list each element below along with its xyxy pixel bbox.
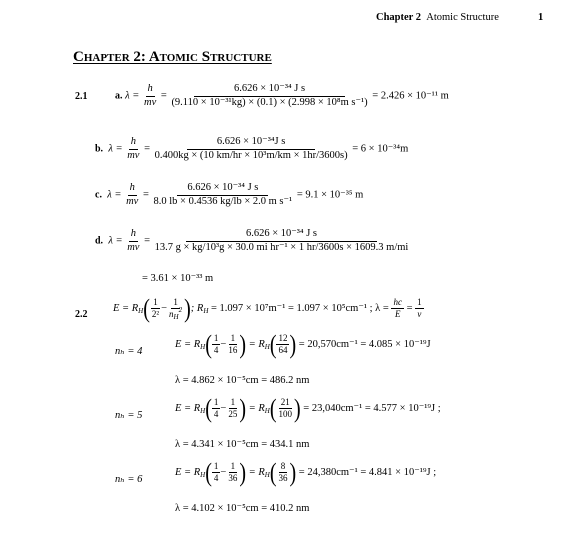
header-chapter: Chapter 2 xyxy=(376,12,422,23)
value-fraction: $\frac{\text{6.626 × 10⁻³⁴ J s}}{\text{(9.110 × 10⁻³¹kg) × (0.1) × (2.998 × 10⁸m s⁻¹)}}$ xyxy=(171,83,368,108)
case-nh-4-wavelength: λ = 4.862 × 10⁻⁵cm = 486.2 nm xyxy=(175,375,310,386)
page-number: 1 xyxy=(538,12,544,23)
energy-value: = 23,040cm⁻¹ = 4.577 × 10⁻¹⁹J ; xyxy=(303,402,441,414)
running-header xyxy=(376,13,499,24)
part-label: c. xyxy=(95,189,102,201)
chapter-title: Chapter 2: Atomic Structure xyxy=(73,49,272,65)
problem-number-2-1: 2.1 xyxy=(75,91,88,102)
part-label: b. xyxy=(95,143,104,155)
h-over-mv: $\frac{h}{mv}$ xyxy=(127,228,140,253)
case-nh-5-label: nₕ = 5 xyxy=(115,410,143,421)
equation-2-1-a: a. λ = $\frac{h}{mv}$ = $\frac{\text{6.626 × 10⁻³⁴ J s}}{\text{(9.110 × 10⁻³¹kg) × (0.1) × (2.998 × 10⁸m s⁻¹)}}$ = 2.426 × 10⁻¹¹ m xyxy=(115,83,449,108)
value-fraction: $\frac{\text{6.626 × 10⁻³⁴J s}}{\text{0.400kg × (10 km/hr × 10³m/km × 1hr/3600s)}}$ xyxy=(154,136,348,161)
equation-lhs: λ = xyxy=(107,189,122,201)
energy-value: = 20,570cm⁻¹ = 4.085 × 10⁻¹⁹J xyxy=(298,338,431,350)
h-over-mv: $\frac{h}{mv}$ xyxy=(144,83,157,108)
equation-result: = 9.1 × 10⁻³⁵ m xyxy=(296,189,364,201)
case-nh-5-equation: $E = R_H$( $\frac{1}{4}$ − $\frac{1}{25}$ ) = $R_H$( $\frac{21}{100}$ ) = 23,040cm⁻¹ = 4.577 × 10⁻¹⁹J ; xyxy=(175,394,441,423)
energy-value: = 24,380cm⁻¹ = 4.841 × 10⁻¹⁹J ; xyxy=(298,466,437,478)
equation-2-1-b: b. λ = $\frac{h}{mv}$ = $\frac{\text{6.626 × 10⁻³⁴J s}}{\text{0.400kg × (10 km/hr × 10³m/km × 1hr/3600s)}}$ = 6 × 10⁻³⁴m xyxy=(95,136,409,161)
equation-lhs: λ = xyxy=(125,90,140,102)
equation-result: = 6 × 10⁻³⁴m xyxy=(352,143,409,155)
case-nh-6-wavelength: λ = 4.102 × 10⁻⁵cm = 410.2 nm xyxy=(175,503,310,514)
case-nh-4-equation: $E = R_H$( $\frac{1}{4}$ − $\frac{1}{16}$ ) = $R_H$( $\frac{12}{64}$ ) = 20,570cm⁻¹ = 4.085 × 10⁻¹⁹J xyxy=(175,330,431,359)
value-fraction: $\frac{\text{6.626 × 10⁻³⁴ J s}}{\text{8.0 lb × 0.4536 kg/lb × 2.0 m s⁻¹}}$ xyxy=(153,182,293,207)
rydberg-equation: $E = R_H$( $\frac{1}{\text{2²}}$ − $\frac{1}{n_H^2}$ ); $R_H = 1.097 \times 10^7m^{-1} = 1.097 \times 10^5cm^{-1}$ ; λ = $\frac{hc}{E}$ = $\frac{1}{\nu}$ xyxy=(113,294,422,323)
h-over-mv: $\frac{h}{mv}$ xyxy=(126,182,139,207)
rydberg-constant: = 1.097 × 10⁷m⁻¹ = 1.097 × 10⁵cm⁻¹ ; λ = xyxy=(211,302,389,314)
case-nh-5-wavelength: λ = 4.341 × 10⁻⁵cm = 434.1 nm xyxy=(175,439,310,450)
equation-result: = 2.426 × 10⁻¹¹ m xyxy=(372,90,449,102)
equation-lhs: λ = xyxy=(108,143,123,155)
value-fraction: $\frac{\text{6.626 × 10⁻³⁴ J s}}{\text{13.7 g × kg/10³g × 30.0 mi hr⁻¹ × 1 hr/3600s × 1609.3 m/mi}}$ xyxy=(154,228,409,253)
one-over-nu: $\frac{1}{\nu}$ xyxy=(417,297,422,319)
equation-2-1-d: d. λ = $\frac{h}{mv}$ = $\frac{\text{6.626 × 10⁻³⁴ J s}}{\text{13.7 g × kg/10³g × 30.0 mi hr⁻¹ × 1 hr/3600s × 1609.3 m/mi}}$ xyxy=(95,228,409,253)
equation-lhs: λ = xyxy=(108,235,123,247)
h-over-mv: $\frac{h}{mv}$ xyxy=(127,136,140,161)
case-nh-4-label: nₕ = 4 xyxy=(115,346,143,357)
case-nh-6-equation: $E = R_H$( $\frac{1}{4}$ − $\frac{1}{36}$ ) = $R_H$( $\frac{8}{36}$ ) = 24,380cm⁻¹ = 4.841 × 10⁻¹⁹J ; xyxy=(175,458,437,487)
part-label: d. xyxy=(95,235,104,247)
problem-number-2-2: 2.2 xyxy=(75,309,88,320)
equation-2-1-d-continuation: = 3.61 × 10⁻³³ m xyxy=(142,273,214,284)
equation-2-1-c: c. λ = $\frac{h}{mv}$ = $\frac{\text{6.626 × 10⁻³⁴ J s}}{\text{8.0 lb × 0.4536 kg/lb × 2.0 m s⁻¹}}$ = 9.1 × 10⁻³⁵ m xyxy=(95,182,364,207)
header-topic: Atomic Structure xyxy=(426,12,499,23)
case-nh-6-label: nₕ = 6 xyxy=(115,474,143,485)
part-label: a. xyxy=(115,90,123,102)
hc-over-e: $\frac{hc}{E}$ xyxy=(393,297,402,319)
